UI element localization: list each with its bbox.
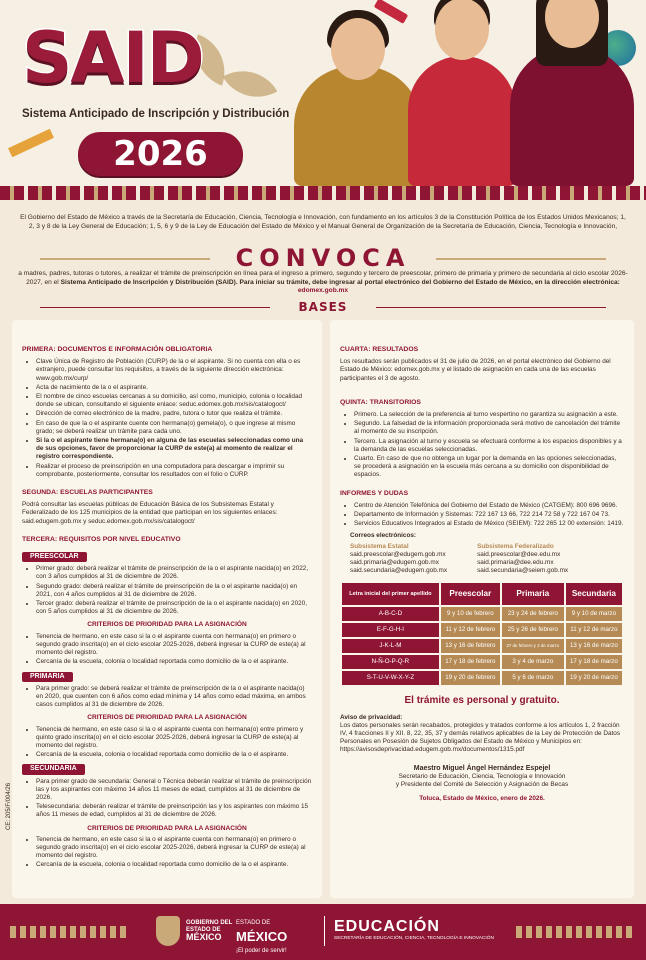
list-item: • Segundo. La falsedad de la información proporcionada será motivo de cancelación del trámite al momento de su inscripción. [354,420,624,436]
intro-text: El Gobierno del Estado de México a través de la Secretaría de Educación, Ciencia, Tecnología e Innovación, con fundamento en los artículos 3 de la Constitución Política de los Estados Unidos Mexicanos; 1, 2, 3 y 8 de la Ley General de Educación; 1, 5, 6 y 9 de la Ley de Educación del Estado de México y el Manual General de Organización de la Secretaría de Educación, Ciencia, Tecnología e Innovación, [20,214,626,230]
table-cell: E-F-G-H-I [342,623,439,637]
table-cell: S-T-U-V-W-X-Y-Z [342,671,439,685]
section-title: QUINTA: TRANSITORIOS [340,398,421,406]
pattern-decoration [516,926,636,938]
list-item: • Si la o el aspirante tiene hermana(o) en alguna de las escuelas seleccionadas como una de sus opciones, favor de proporcionar la CURP de este(a) al momento de realizar el registro correspondiente. [36,437,312,462]
privacy-text: Los datos personales serán recabados, protegidos y tratados conforme a los artículos 1, 2 fracción IV, 4 fracciones II y XII. 8, 22, 35, 37 y demás relativos aplicables de la Ley de Protección de Datos Personales en Posesión de Sujetos Obligados del Estado de México y Municipios en: https://avisosdeprivacidad.edugem.gob.mx/documentos/1315.pdf [340,721,621,754]
contact-list [340,502,624,529]
list-item: • Cuarto. En caso de que no obtenga un lugar por la demanda en las opciones seleccionadas, se procederá a asignación en la escuela más cercana a su domicilio con disponibilidad de espacios. [354,455,624,480]
table-header: Primaria [502,583,564,605]
secundaria-list [22,778,312,820]
table-cell: 3 y 4 de marzo [502,655,564,669]
email-link[interactable]: said.primaria@dee.edu.mx [477,559,554,567]
table-cell: 17 y 18 de marzo [566,655,622,669]
table-row [342,655,622,669]
primaria-list [22,685,312,710]
student-girl-2 [510,46,634,186]
list-item: • Acta de nacimiento de la o el aspirante. [36,384,312,392]
list-item: • Servicios Educativos Integrados al Estado de México (SEIEM): 722 265 12 00 extensión: 1419. [354,520,624,528]
decorative-band [0,186,646,200]
list-item: • Clave Única de Registro de Población (CURP) de la o el aspirante. Si no cuenta con ella o es extranjero, puede consultar los requisitos, a través de la siguiente dirección electrónica: www.gob.mx/curp/ [36,358,312,383]
table-header: Preescolar [441,583,500,605]
list-item: • Departamento de Información y Sistemas: 722 167 13 66, 722 214 72 58 y 722 167 04 73. [354,511,624,519]
ruler-icon [8,129,54,158]
table-cell: 19 y 20 de febrero [441,671,500,685]
table-cell: 13 y 16 de febrero [441,639,500,653]
list-item: • Tercer grado: deberá realizar el trámite de preinscripción de la o el aspirante nacida(o) en 2020, con 5 años cumplidos al 31 de diciembre de 2026. [36,600,312,616]
table-cell: 23 y 24 de febrero [502,607,564,621]
schedule-table [340,581,624,687]
email-link[interactable]: said.primaria@edugem.gob.mx [350,559,439,567]
pattern-decoration [10,926,130,938]
schools-text: Podrá consultar las escuelas públicas de Educación Básica de los Subsistemas Estatal y Federalizado de los 125 municipios de la entidad que participan en los siguientes enlaces: said.edugem.gob.mx y seduc.edomex.gob.mx/sis/catalogoct/ [22,501,278,525]
list-item: • Cercanía de la escuela, colonia o localidad reportada como domicilio de la o el aspirante. [36,658,312,666]
primaria-badge: PRIMARIA [22,672,73,682]
educacion-logo: EDUCACIÓN SECRETARÍA DE EDUCACIÓN, CIENCIA, TECNOLOGÍA E INNOVACIÓN [334,918,494,941]
table-cell: 11 y 12 de marzo [566,623,622,637]
list-item: • Para primer grado: se deberá realizar el trámite de preinscripción de la o el aspirante nacida(o) en 2020, que cuenten con 6 años como edad mínima y 14 años como edad máxima, en ambos casos cumplidos al 31 de diciembre de 2026. [36,685,312,710]
footer [0,904,646,960]
list-item: • Cercanía de la escuela, colonia o localidad reportada como domicilio de la o el aspirante. [36,861,312,869]
table-cell: A-B-C-D [342,607,439,621]
table-header-row [342,583,622,605]
table-cell: 11 y 12 de febrero [441,623,500,637]
transitory-list [340,411,624,480]
estado-logo: ESTADO DE MÉXICO ¡El poder de servir! [236,920,288,954]
secundaria-badge: SECUNDARIA [22,764,85,774]
student-girl-1 [294,66,422,186]
email-link[interactable]: said.preescolar@edugem.gob.mx [350,550,446,558]
list-item: • Realizar el proceso de preinscripción en una computadora para descargar e imprimir su comprobante, posteriormente, consultar los resultados con el folio o CURP. [36,463,312,479]
divider [324,916,325,946]
signer-name: Maestro Miguel Ángel Hernández Espejel [413,764,551,772]
logo-subtitle: Sistema Anticipado de Inscripción y Distribución [22,108,290,120]
list-item: • Telesecundaria: deberán realizar el trámite de preinscripción las y los aspirantes con máximo 15 años 11 meses de edad, cumplidos al 31 de diciembre de 2026. [36,803,312,819]
estatal-emails: Subsistema Estatal said.preescolar@edugem.gob.mx said.primaria@edugem.gob.mx said.secundaria@edugem.gob.mx [350,542,448,575]
email-link[interactable]: said.secundaria@edugem.gob.mx [350,567,448,575]
section-title: INFORMES Y DUDAS [340,489,409,497]
emails-title: Correos electrónicos: [350,532,417,540]
right-column [330,320,634,898]
list-item: • Para primer grado de secundaria: General o Técnica deberán realizar el trámite de preinscripción las y los aspirantes con máximo 14 años 11 meses de edad, cumplidos al 31 de diciembre de 2026. [36,778,312,803]
list-item: • Primero. La selección de la preferencia al turno vespertino no garantiza su asignación a este. [354,411,624,419]
section-title: TERCERA: REQUISITOS POR NIVEL EDUCATIVO [22,535,181,543]
section-title: PRIMERA: DOCUMENTOS E INFORMACIÓN OBLIGATORIA [22,346,213,353]
free-notice: El trámite es personal y gratuito. [404,695,560,707]
table-header: Secundaria [566,583,622,605]
results-text: Los resultados serán publicados el 31 de julio de 2026, en el portal electrónico del Gobierno del Estado de México: edomex.gob.mx y el listado de asignación en cada una de las escuelas participantes el 3 de agosto. [340,358,611,382]
section-title: CUARTA: RESULTADOS [340,346,419,353]
said-logo: SAID [22,17,203,99]
emails-block [350,543,624,576]
list-item: • Centro de Atención Telefónica del Gobierno del Estado de México (CATGEM): 800 696 9696. [354,502,624,510]
table-row [342,607,622,621]
table-header: Letra inicial del primer apellido [342,583,439,605]
section-title: SEGUNDA: ESCUELAS PARTICIPANTES [22,489,153,497]
list-item: • Tenencia de hermano, en este caso si la o el aspirante cuenta con hermana(o) en primero o segundo grado inscrita(o) en el ciclo escolar 2025-2026, deberá ingresar la CURP de este(a) al momento del registro. [36,836,312,861]
signer-role: y Presidente del Comité de Selección y Asignación de Becas [395,781,569,789]
document-code: CE: 205/F/004/26 [6,782,12,830]
secundaria-criteria [22,836,312,870]
table-cell: J-K-L-M [342,639,439,653]
table-cell: 25 y 26 de febrero [502,623,564,637]
intro-text-2: a madres, padres, tutoras o tutores, a realizar el trámite de preinscripción en línea para el ingreso a primero, segundo y tercero de preescolar, primero de primaria y primero de secundaria al ciclo escolar 2026-2027, en el Sistema Anticipado de Inscripción y Distribución (SAID). Para iniciar su trámite, debe ingresar al portal electrónico del Gobierno del Estado de México, en la dirección electrónica: edomex.gob.mx [18,270,628,295]
list-item: • Tercero. La asignación al turno y escuela se efectuará conforme a los espacios disponibles y a la demanda de las escuelas seleccionadas. [354,438,624,454]
criteria-title: CRITERIOS DE PRIORIDAD PARA LA ASIGNACIÓN [87,824,247,832]
preescolar-badge: PREESCOLAR [22,552,87,562]
signer-role: Secretario de Educación, Ciencia, Tecnología e Innovación [398,772,566,780]
list-item: • Dirección de correo electrónico de la madre, padre, tutora o tutor que realiza el trámite. [36,410,312,418]
place-date: Toluca, Estado de México, enero de 2026. [419,795,545,803]
table-row [342,623,622,637]
table-cell: 9 y 10 de febrero [441,607,500,621]
left-column [12,320,322,898]
criteria-title: CRITERIOS DE PRIORIDAD PARA LA ASIGNACIÓN [87,714,247,722]
documents-list [22,358,312,479]
table-cell: N-Ñ-O-P-Q-R [342,655,439,669]
state-shield-icon [156,916,180,946]
portal-link[interactable]: edomex.gob.mx [297,287,349,295]
table-row [342,639,622,653]
list-item: • El nombre de cinco escuelas cercanas a su domicilio, así como, municipio, colonia o localidad donde se ubican, consultando el siguiente enlace: seduc.edomex.gob.mx/sis/catalogoct/ [36,393,312,409]
student-boy [408,56,516,186]
list-item: • Primer grado: deberá realizar el trámite de preinscripción de la o el aspirante nacida(o) en 2022, con 3 años cumplidos al 31 de diciembre de 2026. [36,565,312,581]
gobierno-logo: GOBIERNO DEL ESTADO DE MÉXICO [186,920,233,942]
list-item: • Tenencia de hermano, en este caso si la o el aspirante cuenta con hermana(o) en primero o segundo grado inscrita(o) en el ciclo escolar 2025-2026, deberá ingresar la CURP de este(a) al momento del registro. [36,633,312,658]
bases-title: BASES [298,300,348,314]
convoca-title: CONVOCA [235,244,411,272]
table-cell: 27 de febrero y 2 de marzo [502,639,564,653]
table-cell: 19 y 20 de marzo [566,671,622,685]
table-cell: 13 y 16 de marzo [566,639,622,653]
year-badge: 2026 [78,132,243,176]
table-cell: 17 y 18 de febrero [441,655,500,669]
table-cell: 9 y 10 de marzo [566,607,622,621]
preescolar-list [22,565,312,616]
primaria-criteria [22,726,312,760]
email-link[interactable]: said.preescolar@dee.edu.mx [477,550,561,558]
students-photo [288,8,636,186]
email-link[interactable]: said.secundaria@seiem.gob.mx [477,567,569,575]
criteria-title: CRITERIOS DE PRIORIDAD PARA LA ASIGNACIÓN [87,621,247,629]
preescolar-criteria [22,633,312,667]
header [0,0,646,186]
table-row [342,671,622,685]
privacy-title: Aviso de privacidad: [340,713,403,721]
list-item: • Tenencia de hermano, en este caso si la o el aspirante cuenta con hermana(o) entre primero y quinto grado inscrita(o) en el ciclo escolar 2025-2026, deberá ingresar la CURP de este(a) al momento del registro. [36,726,312,751]
federal-emails: Subsistema Federalizado said.preescolar@dee.edu.mx said.primaria@dee.edu.mx said.secundaria@seiem.gob.mx [477,542,569,575]
table-cell: 5 y 6 de marzo [502,671,564,685]
list-item: • En caso de que la o el aspirante cuente con hermana(o) gemela(o), o que ingrese al mismo grado; se deberá realizar un trámite para cada uno. [36,420,312,436]
list-item: • Cercanía de la escuela, colonia o localidad reportada como domicilio de la o el aspirante. [36,751,312,759]
leaf-decoration [223,57,278,112]
signature-block [340,765,624,790]
list-item: • Segundo grado: deberá realizar el trámite de preinscripción de la o el aspirante nacida(o) en 2021, con 4 años cumplidos al 31 de diciembre de 2026. [36,583,312,599]
